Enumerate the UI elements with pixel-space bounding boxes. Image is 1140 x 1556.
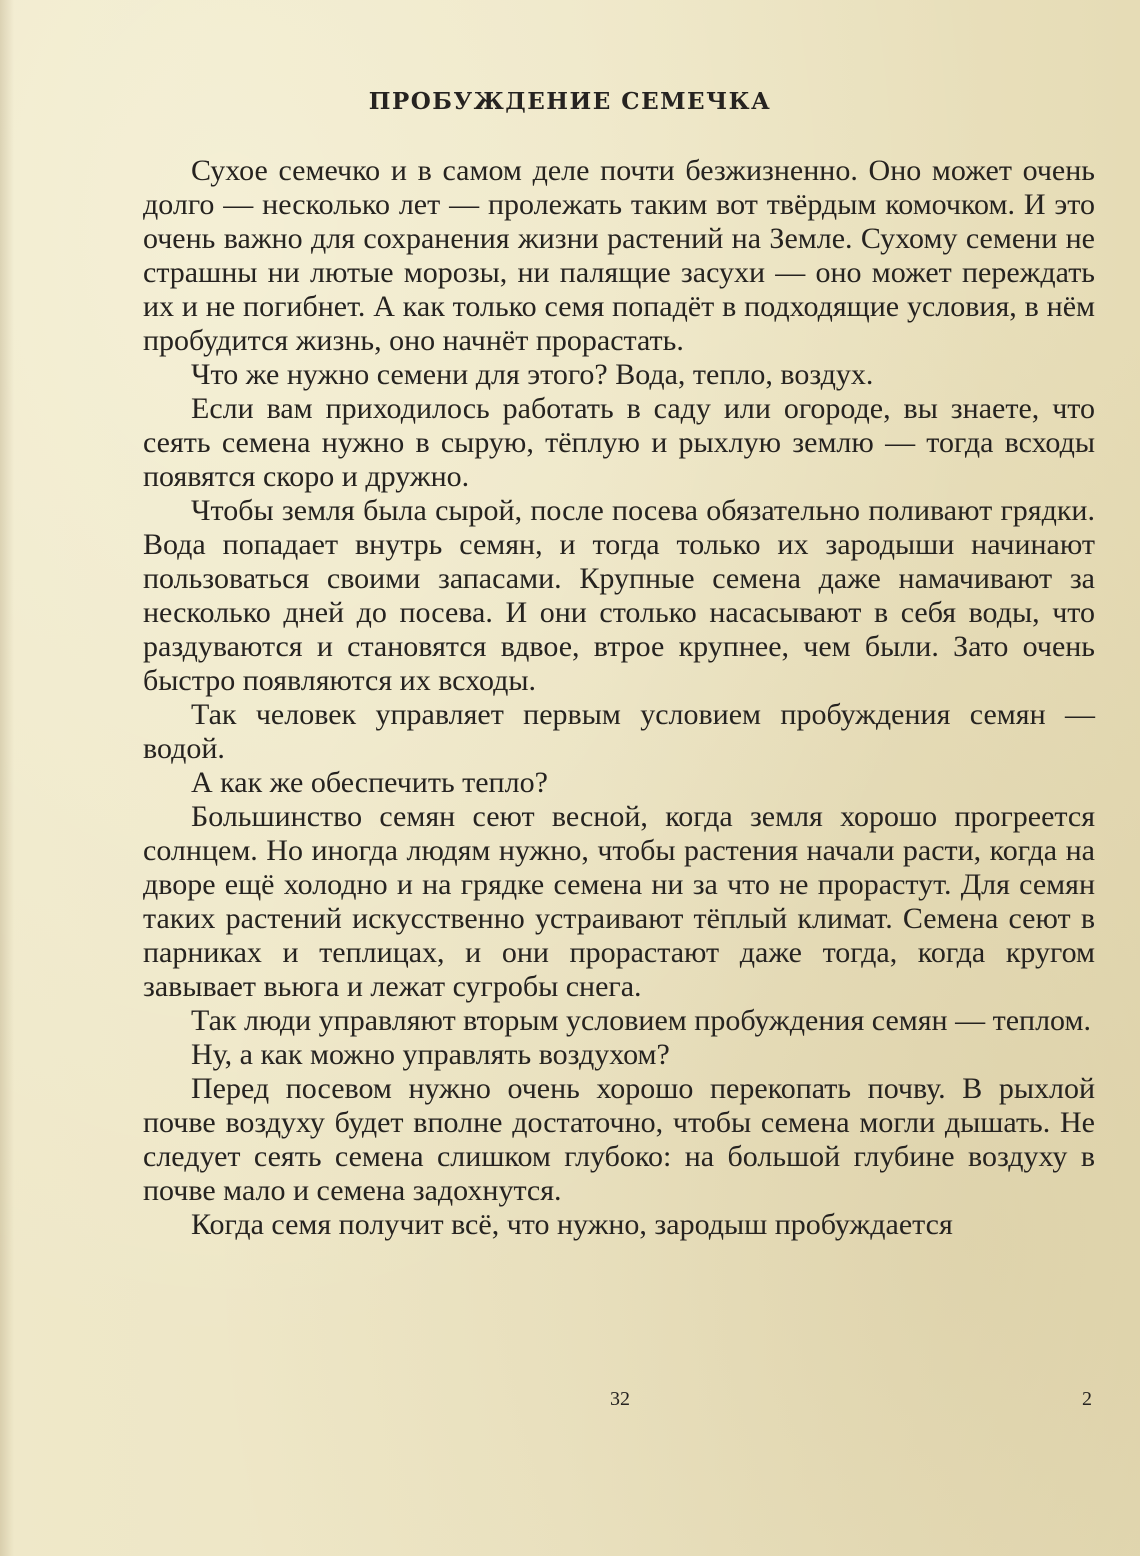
chapter-title: ПРОБУЖДЕНИЕ СЕМЕЧКА <box>368 88 772 115</box>
paragraph: Так люди управляют вторым условием пробуждения семян — теплом. <box>191 1004 1091 1037</box>
paragraph: Перед посевом нужно очень хорошо перекопать почву. В рыхлой почве воздуху будет вполне достаточно, чтобы семена могли дышать. Не следует сеять семена слишком глубоко: на большой глубине воздуху в почве мало и семена задохнутся. <box>143 1072 1095 1207</box>
paragraph: А как же обеспечить тепло? <box>191 766 548 799</box>
paragraph: Так человек управляет первым условием пробуждения семян — водой. <box>143 698 1095 765</box>
paragraph: Если вам приходилось работать в саду или огороде, вы знаете, что сеять семена нужно в сырую, тёплую и рыхлую землю — тогда всходы появятся скоро и дружно. <box>143 392 1095 493</box>
paragraph: Когда семя получит всё, что нужно, зародыш пробуждается <box>191 1208 953 1241</box>
paragraph: Ну, а как можно управлять воздухом? <box>191 1038 670 1071</box>
body-text <box>143 154 1095 1242</box>
paragraph: Что же нужно семени для этого? Вода, тепло, воздух. <box>191 358 874 391</box>
sheet-signature-number: 2 <box>1082 1388 1092 1410</box>
paragraph: Чтобы земля была сырой, после посева обязательно поливают грядки. Вода попадает внутрь семян, и тогда только их зародыши начинают пользоваться своими запасами. Крупные семена даже намачивают за несколько дней до посева. И они столько насасывают в себя воды, что раздуваются и становятся вдвое, втрое крупнее, чем были. Зато очень быстро появляются их всходы. <box>143 494 1095 697</box>
paragraph: Большинство семян сеют весной, когда земля хорошо прогреется солнцем. Но иногда людям нужно, чтобы растения начали расти, когда на дворе ещё холодно и на грядке семена ни за что не прорастут. Для семян таких растений искусственно устраивают тёплый климат. Семена сеют в парниках и теплицах, и они прорастают даже тогда, когда кругом завывает вьюга и лежат сугробы снега. <box>143 800 1095 1003</box>
page-number: 32 <box>610 1388 630 1410</box>
paragraph: Сухое семечко и в самом деле почти безжизненно. Оно может очень долго — несколько лет — пролежать таким вот твёрдым комочком. И это очень важно для сохранения жизни растений на Земле. Сухому семени не страшны ни лютые морозы, ни палящие засухи — оно может переждать их и не погибнет. А как только семя попадёт в подходящие условия, в нём пробудится жизнь, оно начнёт прорастать. <box>143 154 1095 357</box>
